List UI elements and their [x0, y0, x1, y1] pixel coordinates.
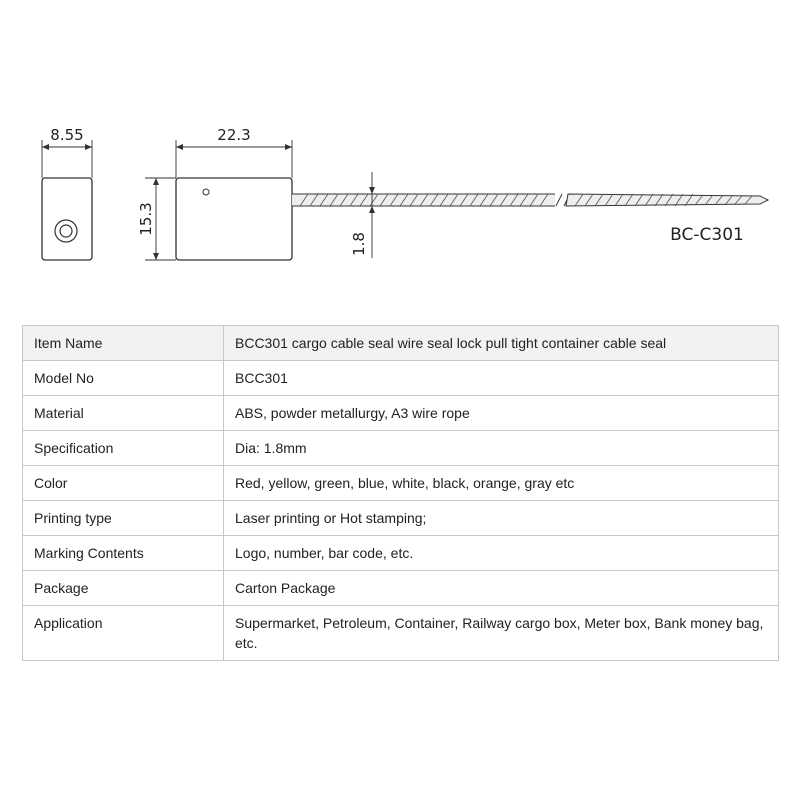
row-label: Specification [23, 431, 224, 466]
table-row [23, 536, 779, 571]
row-value: Carton Package [224, 571, 779, 606]
row-value: BCC301 cargo cable seal wire seal lock pull tight container cable seal [224, 326, 779, 361]
row-value: Red, yellow, green, blue, white, black, orange, gray etc [224, 466, 779, 501]
table-row [23, 571, 779, 606]
row-value: ABS, powder metallurgy, A3 wire rope [224, 396, 779, 431]
spec-table-body [23, 326, 779, 661]
row-value: Supermarket, Petroleum, Container, Railway cargo box, Meter box, Bank money bag, etc. [224, 606, 779, 661]
side-view [42, 126, 92, 260]
spec-table [22, 325, 779, 661]
technical-drawing [0, 0, 800, 300]
table-row [23, 431, 779, 466]
row-label: Model No [23, 361, 224, 396]
row-label: Application [23, 606, 224, 661]
row-label: Printing type [23, 501, 224, 536]
model-label: BC-C301 [670, 225, 744, 245]
row-value: Logo, number, bar code, etc. [224, 536, 779, 571]
row-value: Laser printing or Hot stamping; [224, 501, 779, 536]
row-value: BCC301 [224, 361, 779, 396]
table-row [23, 361, 779, 396]
dim-height: 15.3 [137, 202, 155, 236]
row-label: Material [23, 396, 224, 431]
table-row [23, 606, 779, 661]
row-label: Color [23, 466, 224, 501]
row-label: Package [23, 571, 224, 606]
wire-rope [292, 172, 768, 258]
row-value: Dia: 1.8mm [224, 431, 779, 466]
dim-width-front: 22.3 [217, 126, 251, 144]
dim-wire-dia: 1.8 [350, 232, 368, 256]
table-row [23, 326, 779, 361]
dim-width-side: 8.55 [50, 126, 84, 144]
table-row [23, 501, 779, 536]
front-view [137, 126, 292, 260]
table-row [23, 466, 779, 501]
row-label: Marking Contents [23, 536, 224, 571]
table-row [23, 396, 779, 431]
row-label: Item Name [23, 326, 224, 361]
